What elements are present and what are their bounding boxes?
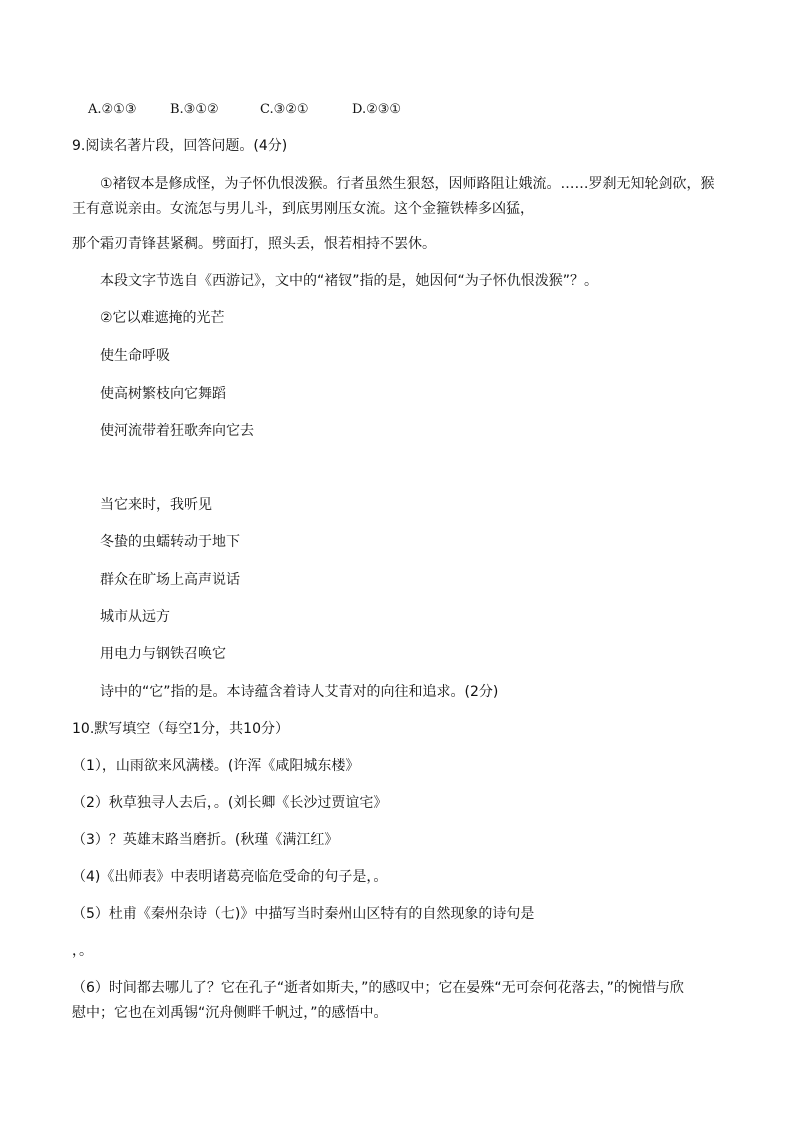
passage-line-3: 那个霜刃青锋甚紧稠。劈面打，照头丢，恨若相持不罢休。 [72,236,436,252]
poem-line: 使河流带着狂歌奔向它去 [100,423,254,439]
q9-question-2: 诗中的“它”指的是。本诗蕴含着诗人艾青对的向往和追求。(2分) [100,684,499,700]
q10-item-6-line-1: （6）时间都去哪儿了？它在孔子“逝者如斯夫，”的感叹中；它在晏殊“无可奈何花落去，”的惋惜与欣 [72,980,684,996]
passage-line-2: 王有意说亲由。女流怎与男儿斗，到底男刚压女流。这个金箍铁棒多凶猛， [72,201,534,217]
poem-line: 城市从远方 [100,609,170,625]
poem-line: ②它以难遮掩的光芒 [100,310,225,326]
q10-item-2: （2）秋草独寻人去后，。(刘长卿《长沙过贾谊宅》 [72,795,388,811]
poem-line: 使生命呼吸 [100,348,170,364]
q9-heading: 9.阅读名著片段，回答问题。(4分) [72,138,288,154]
q10-item-3: （3）？英雄末路当磨折。(秋瑾《满江红》 [72,832,339,848]
q10-item-5-blank: ，。 [72,943,93,959]
poem-line: 用电力与钢铁召唤它 [100,646,226,662]
poem-line: 当它来时，我听见 [100,497,212,513]
poem-line: 冬蛰的虫蠕转动于地下 [100,534,240,550]
q10-item-4: （4)《出师表》中表明诸葛亮临危受命的句子是，。 [72,869,388,885]
q10-item-6-line-2: 慰中；它也在刘禹锡“沉舟侧畔千帆过，”的感悟中。 [72,1005,388,1021]
option-d: D.②③① [352,102,402,117]
option-a: A.②①③ [88,102,137,117]
poem-line: 群众在旷场上高声说话 [100,572,240,588]
q10-item-1: （1），山雨欲来风满楼。(许浑《咸阳城东楼》 [72,758,360,774]
option-b: B.③①② [170,102,219,117]
q9-question-1: 本段文字节选自《西游记》，文中的“褚钗”指的是，她因何“为子怀仇恨泼猴”？。 [100,273,599,289]
poem-line: 使高树繁枝向它舞蹈 [100,386,226,402]
q10-item-5: （5）杜甫《秦州杂诗（七)》中描写当时秦州山区特有的自然现象的诗句是 [72,906,535,922]
passage-line-1: ①褚钗本是修成怪，为子怀仇恨泼猴。行者虽然生狠怒，因师路阻让娥流。……罗刹无知轮剑砍，猴 [100,176,715,192]
q10-heading: 10.默写填空（每空1分，共10分） [72,721,289,737]
option-c: C.③②① [260,102,309,117]
